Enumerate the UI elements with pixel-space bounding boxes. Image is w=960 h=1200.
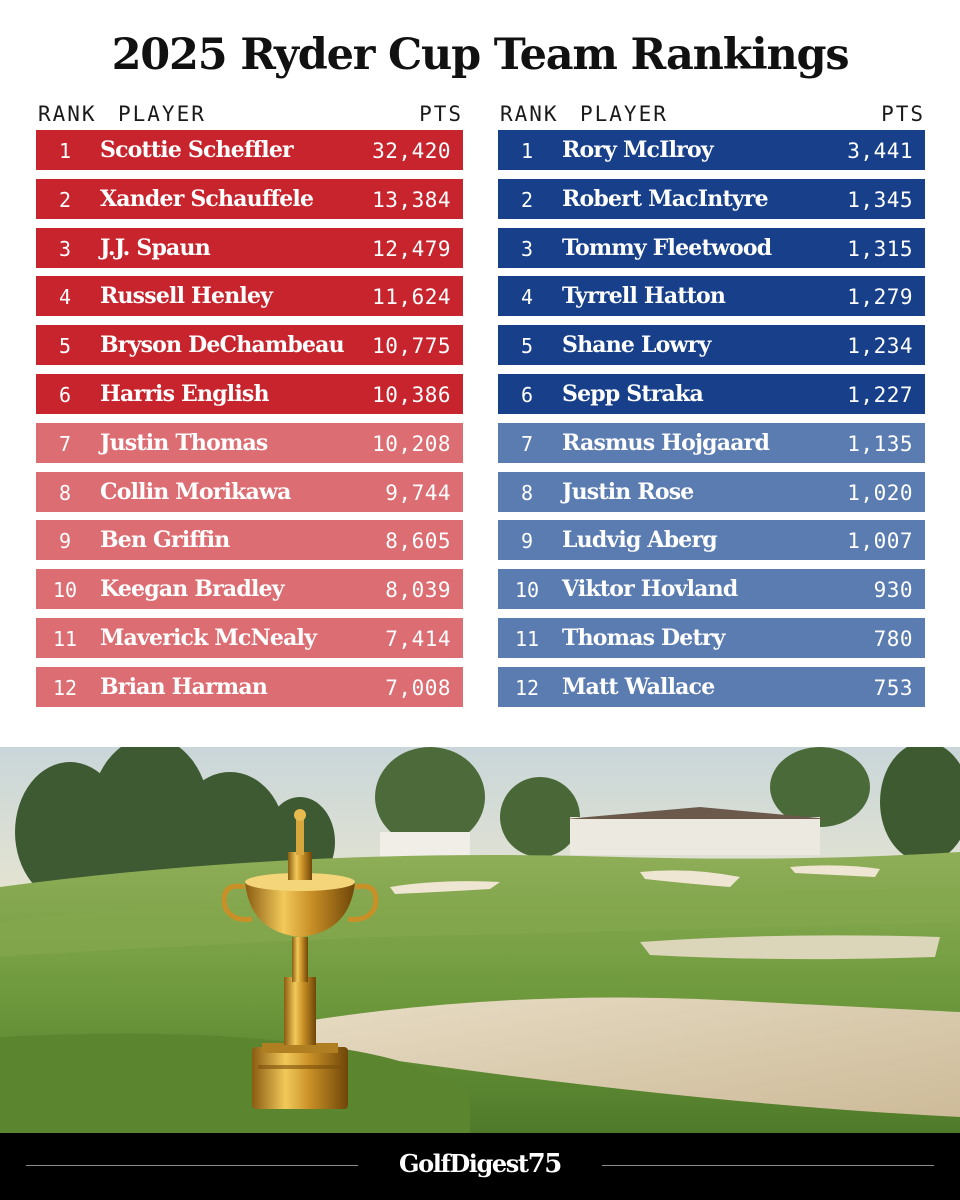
points-value: 32,420	[372, 139, 451, 163]
player-name: Matt Wallace	[562, 673, 715, 700]
table-row	[498, 179, 925, 219]
player-name: Rasmus Hojgaard	[562, 429, 770, 456]
table-row	[36, 374, 463, 414]
player-name: Ludvig Aberg	[562, 527, 717, 554]
player-name: Brian Harman	[100, 673, 268, 700]
rank-cell: 2	[58, 187, 72, 212]
player-name: Tommy Fleetwood	[562, 234, 772, 261]
table-row	[498, 472, 925, 512]
rank-cell: 11	[514, 626, 540, 651]
points-value: 1,315	[847, 236, 913, 261]
player-name: Rory McIlroy	[562, 137, 713, 163]
player-name: Harris English	[100, 380, 269, 407]
points-value: 780	[873, 626, 913, 651]
player-name: J.J. Spaun	[100, 234, 210, 261]
points-value: 1,007	[847, 529, 913, 554]
rank-column-header: RANK	[38, 102, 97, 126]
course-photo	[0, 747, 960, 1133]
rank-cell: 6	[520, 382, 534, 407]
player-name: Justin Thomas	[100, 429, 268, 456]
table-row	[36, 228, 463, 268]
europe-rows	[498, 130, 925, 707]
points-value: 12,479	[372, 236, 451, 261]
table-row	[36, 569, 463, 609]
player-name: Justin Rose	[562, 478, 694, 505]
europe-rankings-table	[498, 100, 925, 716]
points-value: 10,208	[372, 431, 451, 456]
rank-cell: 9	[520, 529, 534, 554]
table-row	[498, 325, 925, 365]
rank-cell: 4	[58, 285, 72, 310]
player-column-header: PLAYER	[580, 102, 668, 126]
usa-rows	[36, 130, 463, 707]
table-row	[498, 569, 925, 609]
player-name: Sepp Straka	[562, 380, 703, 407]
rank-cell: 2	[520, 187, 534, 212]
rank-cell: 10	[52, 578, 78, 603]
points-value: 8,039	[385, 578, 451, 603]
rank-cell: 3	[58, 236, 72, 261]
player-column-header: PLAYER	[118, 102, 206, 126]
points-value: 1,279	[847, 285, 913, 310]
rank-cell: 6	[58, 382, 72, 407]
brand-name: GolfDigest	[399, 1149, 528, 1178]
pts-column-header: PTS	[419, 102, 463, 126]
footer-divider-right	[602, 1165, 934, 1166]
player-name: Thomas Detry	[562, 624, 725, 651]
rank-cell: 5	[58, 334, 72, 359]
points-value: 1,345	[847, 187, 913, 212]
points-value: 10,386	[372, 382, 451, 407]
pts-column-header: PTS	[881, 102, 925, 126]
points-value: 8,605	[385, 529, 451, 554]
table-row	[36, 618, 463, 658]
points-value: 753	[873, 675, 913, 700]
table-row	[36, 520, 463, 560]
rank-cell: 7	[520, 431, 534, 456]
table-row	[36, 179, 463, 219]
footer-divider-left	[26, 1165, 358, 1166]
europe-table-header	[498, 100, 925, 130]
player-name: Collin Morikawa	[100, 478, 291, 505]
player-name: Keegan Bradley	[100, 576, 284, 603]
rank-cell: 12	[514, 675, 540, 700]
player-name: Scottie Scheffler	[100, 137, 293, 163]
points-value: 7,008	[385, 675, 451, 700]
table-row	[498, 276, 925, 316]
player-name: Robert MacIntyre	[562, 185, 768, 212]
points-value: 10,775	[372, 334, 451, 359]
player-name: Shane Lowry	[562, 332, 711, 359]
points-value: 13,384	[372, 187, 451, 212]
table-row	[498, 374, 925, 414]
rank-cell: 8	[520, 480, 534, 505]
rank-cell: 9	[58, 529, 72, 554]
points-value: 1,234	[847, 334, 913, 359]
rank-cell: 10	[514, 578, 540, 603]
page-title: 2025 Ryder Cup Team Rankings	[111, 30, 849, 80]
player-name: Tyrrell Hatton	[562, 283, 726, 310]
points-value: 1,135	[847, 431, 913, 456]
anniversary-number: 75	[527, 1149, 561, 1179]
golf-digest-logo	[372, 1149, 588, 1179]
table-row	[498, 520, 925, 560]
rank-cell: 12	[52, 675, 78, 700]
rank-cell: 5	[520, 334, 534, 359]
rank-cell: 3	[520, 236, 534, 261]
table-row	[498, 228, 925, 268]
table-row	[36, 667, 463, 707]
points-value: 1,227	[847, 382, 913, 407]
rank-cell: 1	[58, 139, 72, 163]
points-value: 3,441	[847, 139, 913, 163]
rank-cell: 8	[58, 480, 72, 505]
rank-cell: 11	[52, 626, 78, 651]
table-row	[36, 276, 463, 316]
usa-table-header	[36, 100, 463, 130]
player-name: Russell Henley	[100, 283, 273, 310]
table-row	[36, 130, 463, 170]
player-name: Viktor Hovland	[562, 576, 738, 603]
table-row	[498, 423, 925, 463]
table-row	[36, 325, 463, 365]
points-value: 1,020	[847, 480, 913, 505]
points-value: 9,744	[385, 480, 451, 505]
table-row	[498, 667, 925, 707]
rank-cell: 1	[520, 139, 534, 163]
player-name: Maverick McNealy	[100, 624, 317, 651]
player-name: Xander Schauffele	[100, 185, 314, 212]
points-value: 11,624	[372, 285, 451, 310]
rank-cell: 4	[520, 285, 534, 310]
table-row	[498, 130, 925, 170]
table-row	[498, 618, 925, 658]
points-value: 930	[873, 578, 913, 603]
footer-bar	[0, 1133, 960, 1200]
table-row	[36, 423, 463, 463]
usa-rankings-table	[36, 100, 463, 716]
rank-column-header: RANK	[500, 102, 559, 126]
rank-cell: 7	[58, 431, 72, 456]
player-name: Bryson DeChambeau	[100, 332, 344, 359]
points-value: 7,414	[385, 626, 451, 651]
player-name: Ben Griffin	[100, 527, 230, 554]
table-row	[36, 472, 463, 512]
